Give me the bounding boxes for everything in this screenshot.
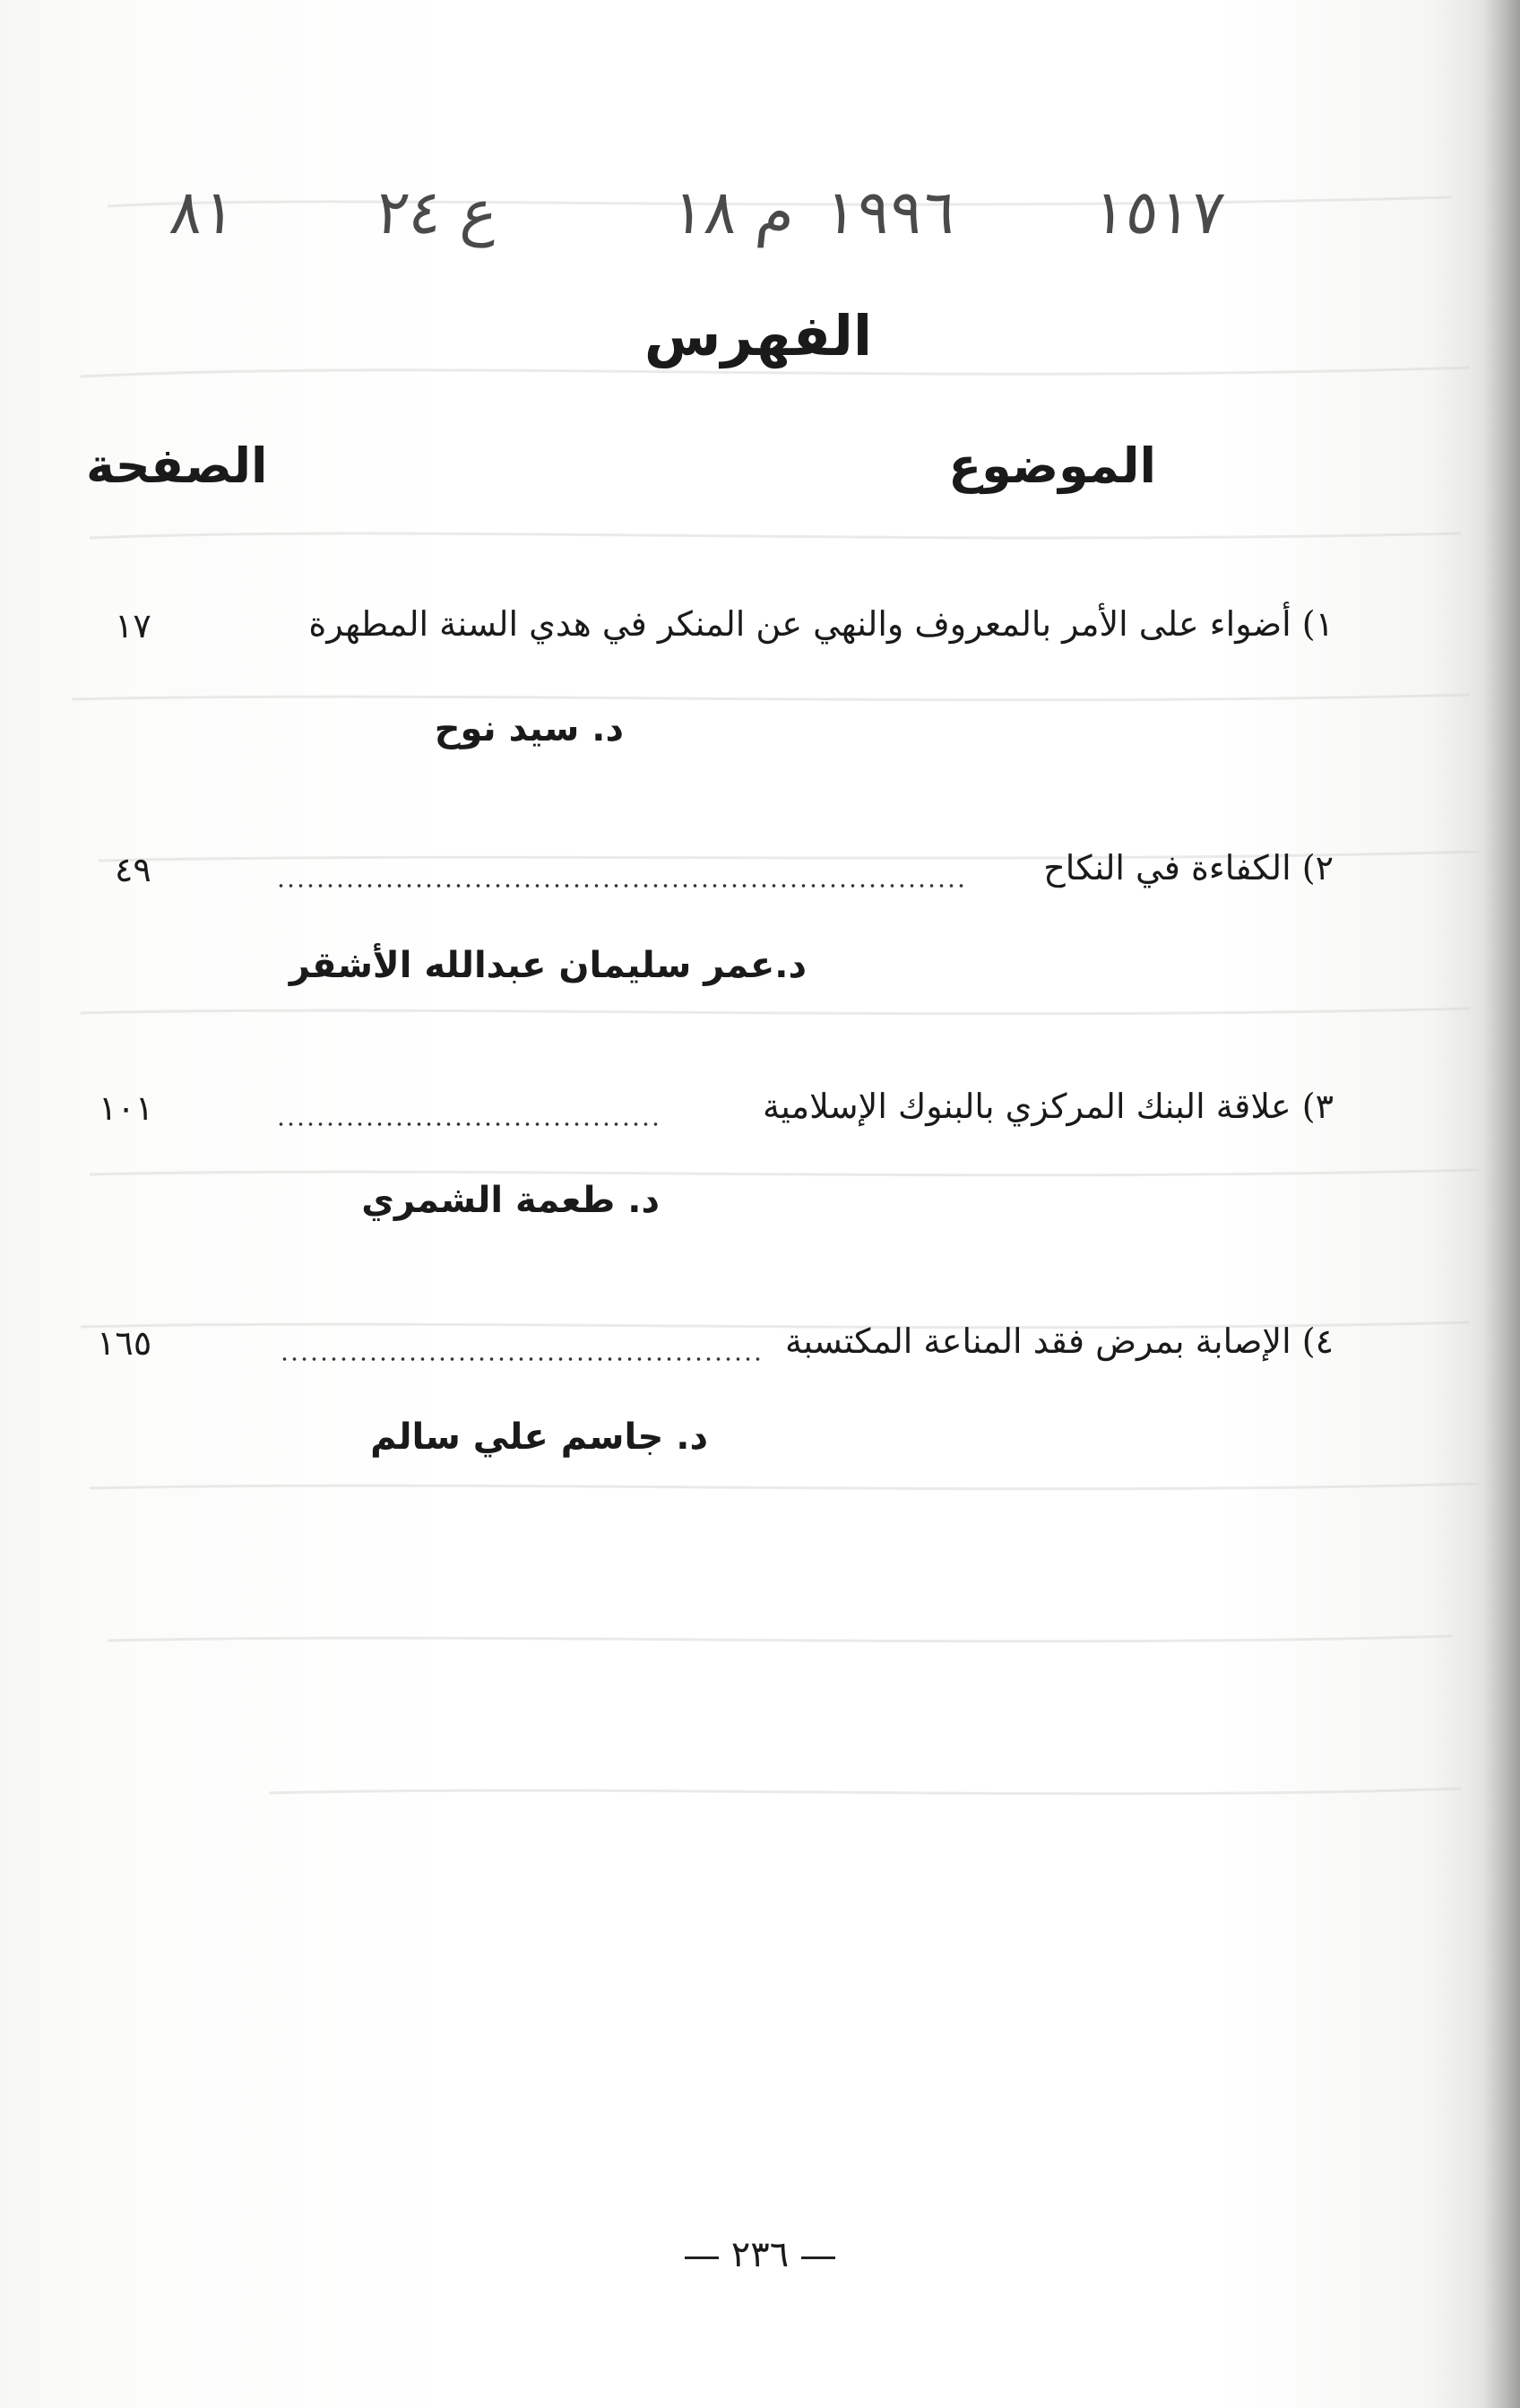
toc-entry (785, 1321, 1334, 1379)
toc-entry (308, 604, 1334, 662)
handwritten-annotation (152, 178, 1317, 267)
column-header-page: الصفحة (86, 437, 268, 494)
entry-page-number: ١٧ (115, 606, 151, 645)
leader-dots (280, 1357, 762, 1361)
entry-page-number: ١٦٥ (97, 1323, 152, 1363)
entry-author: د. طعمة الشمري (361, 1180, 660, 1221)
footer-dash (685, 2256, 719, 2259)
leader-dots (276, 884, 966, 888)
handwritten-mark: م ١٨ (668, 178, 799, 248)
entry-page-number: ٤٩ (115, 850, 151, 889)
footer-dash (801, 2256, 835, 2259)
column-header-topic: الموضوع (948, 437, 1156, 494)
handwritten-mark: ١٥١٧ (1089, 178, 1229, 248)
entry-title: ٣) علاقة البنك المركزي بالبنوك الإسلامية (762, 1087, 1334, 1126)
handwritten-mark: ١٩٩٦ (820, 178, 960, 248)
entry-page-number: ١٠١ (99, 1088, 154, 1128)
page-title: الفهرس (643, 303, 873, 368)
entry-title: ٢) الكفاءة في النكاح (1043, 848, 1334, 888)
leader-dots (276, 1122, 658, 1126)
entry-author: د.عمر سليمان عبدالله الأشقر (289, 945, 807, 986)
entry-author: د. سيد نوح (434, 708, 624, 749)
entry-title: ١) أضواء على الأمر بالمعروف والنهي عن المنكر في هدي السنة المطهرة (308, 604, 1334, 644)
toc-entry (763, 1087, 1334, 1144)
footer-page-number: ٢٣٦ (730, 2234, 790, 2275)
entry-title: ٤) الإصابة بمرض فقد المناعة المكتسبة (785, 1321, 1334, 1361)
toc-entry (1043, 848, 1334, 905)
handwritten-mark: ع ٢٤ (372, 178, 502, 248)
page-footer (0, 2234, 1520, 2275)
handwritten-mark: ٨١ (166, 178, 240, 248)
entry-author: د. جاسم علي سالم (370, 1416, 708, 1458)
